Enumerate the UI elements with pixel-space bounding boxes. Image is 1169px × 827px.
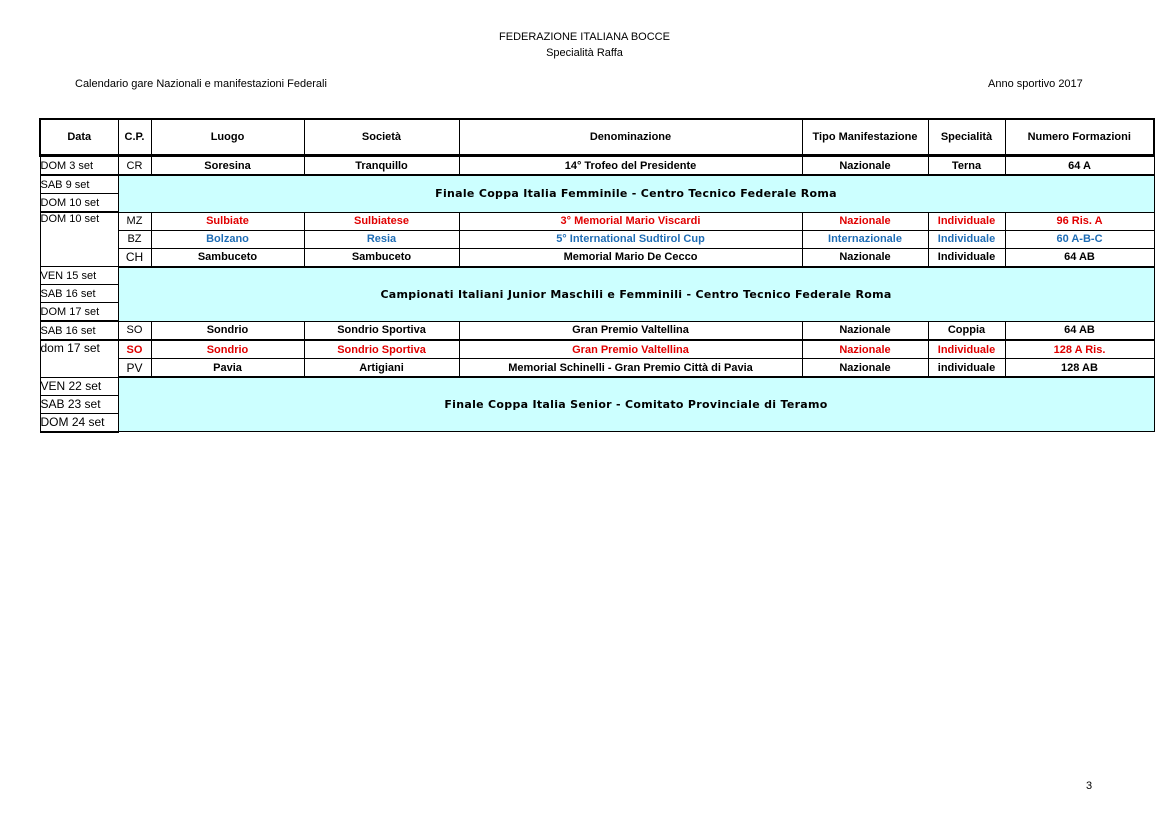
date-cell: SAB 9 set	[40, 175, 118, 194]
date-cell: VEN 22 set	[40, 377, 118, 395]
date-cell: DOM 10 set	[40, 194, 118, 213]
numero-cell: 64 AB	[1005, 248, 1154, 267]
date-cell: SAB 16 set	[40, 321, 118, 340]
denominazione-cell: Memorial Mario De Cecco	[459, 248, 802, 267]
season-label: Anno sportivo 2017	[988, 78, 1083, 90]
calendar-title: Calendario gare Nazionali e manifestazioni Federali	[75, 78, 327, 90]
societa-cell: Sulbiatese	[304, 212, 459, 230]
tipo-cell: Nazionale	[802, 248, 928, 267]
table-header-row	[40, 119, 1154, 156]
numero-cell: 128 AB	[1005, 359, 1154, 378]
specialita-cell: Individuale	[928, 340, 1005, 359]
numero-cell: 60 A-B-C	[1005, 230, 1154, 248]
cp-cell: PV	[118, 359, 151, 378]
societa-cell: Sambuceto	[304, 248, 459, 267]
table-row	[40, 359, 1154, 378]
denominazione-cell: 3° Memorial Mario Viscardi	[459, 212, 802, 230]
date-cell: dom 17 set	[40, 340, 118, 377]
date-cell: VEN 15 set	[40, 267, 118, 285]
denominazione-cell: Gran Premio Valtellina	[459, 340, 802, 359]
cp-cell: SO	[118, 340, 151, 359]
specialita-cell: Terna	[928, 156, 1005, 176]
numero-cell: 64 AB	[1005, 321, 1154, 340]
tipo-cell: Nazionale	[802, 212, 928, 230]
col-header-tipo: Tipo Manifestazione	[802, 119, 928, 156]
cp-cell: MZ	[118, 212, 151, 230]
date-cell: DOM 3 set	[40, 156, 118, 176]
luogo-cell: Sondrio	[151, 340, 304, 359]
denominazione-cell: Gran Premio Valtellina	[459, 321, 802, 340]
luogo-cell: Soresina	[151, 156, 304, 176]
col-header-denominazione: Denominazione	[459, 119, 802, 156]
specialita-cell: Individuale	[928, 248, 1005, 267]
date-cell: DOM 17 set	[40, 303, 118, 322]
date-cell: SAB 23 set	[40, 395, 118, 413]
table-row	[40, 230, 1154, 248]
luogo-cell: Sulbiate	[151, 212, 304, 230]
denominazione-cell: 14° Trofeo del Presidente	[459, 156, 802, 176]
table-row	[40, 340, 1154, 359]
luogo-cell: Sondrio	[151, 321, 304, 340]
col-header-cp: C.P.	[118, 119, 151, 156]
specialita-cell: Individuale	[928, 212, 1005, 230]
societa-cell: Sondrio Sportiva	[304, 321, 459, 340]
col-header-societa: Società	[304, 119, 459, 156]
table-row	[40, 212, 1154, 230]
event-banner: Finale Coppa Italia Femminile - Centro Tecnico Federale Roma	[118, 175, 1154, 212]
societa-cell: Artigiani	[304, 359, 459, 378]
luogo-cell: Bolzano	[151, 230, 304, 248]
cp-cell: CH	[118, 248, 151, 267]
specialita-cell: individuale	[928, 359, 1005, 378]
numero-cell: 64 A	[1005, 156, 1154, 176]
date-cell: DOM 10 set	[40, 212, 118, 267]
table-row	[40, 267, 1154, 285]
event-banner: Campionati Italiani Junior Maschili e Femminili - Centro Tecnico Federale Roma	[118, 267, 1154, 322]
tipo-cell: Nazionale	[802, 359, 928, 378]
tipo-cell: Internazionale	[802, 230, 928, 248]
federation-title: FEDERAZIONE ITALIANA BOCCE	[499, 31, 670, 43]
tipo-cell: Nazionale	[802, 340, 928, 359]
luogo-cell: Sambuceto	[151, 248, 304, 267]
date-cell: DOM 24 set	[40, 413, 118, 432]
table-row	[40, 377, 1154, 395]
tipo-cell: Nazionale	[802, 156, 928, 176]
col-header-specialita: Specialità	[928, 119, 1005, 156]
table-row	[40, 175, 1154, 194]
cp-cell: SO	[118, 321, 151, 340]
table-row	[40, 156, 1154, 176]
col-header-numero: Numero Formazioni	[1005, 119, 1154, 156]
col-header-luogo: Luogo	[151, 119, 304, 156]
table-row	[40, 321, 1154, 340]
date-cell: SAB 16 set	[40, 285, 118, 303]
col-header-data: Data	[40, 119, 118, 156]
specialita-cell: Individuale	[928, 230, 1005, 248]
numero-cell: 128 A Ris.	[1005, 340, 1154, 359]
cp-cell: CR	[118, 156, 151, 176]
numero-cell: 96 Ris. A	[1005, 212, 1154, 230]
event-banner: Finale Coppa Italia Senior - Comitato Provinciale di Teramo	[118, 377, 1154, 432]
page-number: 3	[1086, 780, 1093, 792]
specialty-subtitle: Specialità Raffa	[546, 47, 623, 59]
cp-cell: BZ	[118, 230, 151, 248]
societa-cell: Resia	[304, 230, 459, 248]
denominazione-cell: Memorial Schinelli - Gran Premio Città di Pavia	[459, 359, 802, 378]
societa-cell: Sondrio Sportiva	[304, 340, 459, 359]
specialita-cell: Coppia	[928, 321, 1005, 340]
societa-cell: Tranquillo	[304, 156, 459, 176]
denominazione-cell: 5° International Sudtirol Cup	[459, 230, 802, 248]
luogo-cell: Pavia	[151, 359, 304, 378]
calendar-table	[39, 118, 1155, 433]
tipo-cell: Nazionale	[802, 321, 928, 340]
table-row	[40, 248, 1154, 267]
